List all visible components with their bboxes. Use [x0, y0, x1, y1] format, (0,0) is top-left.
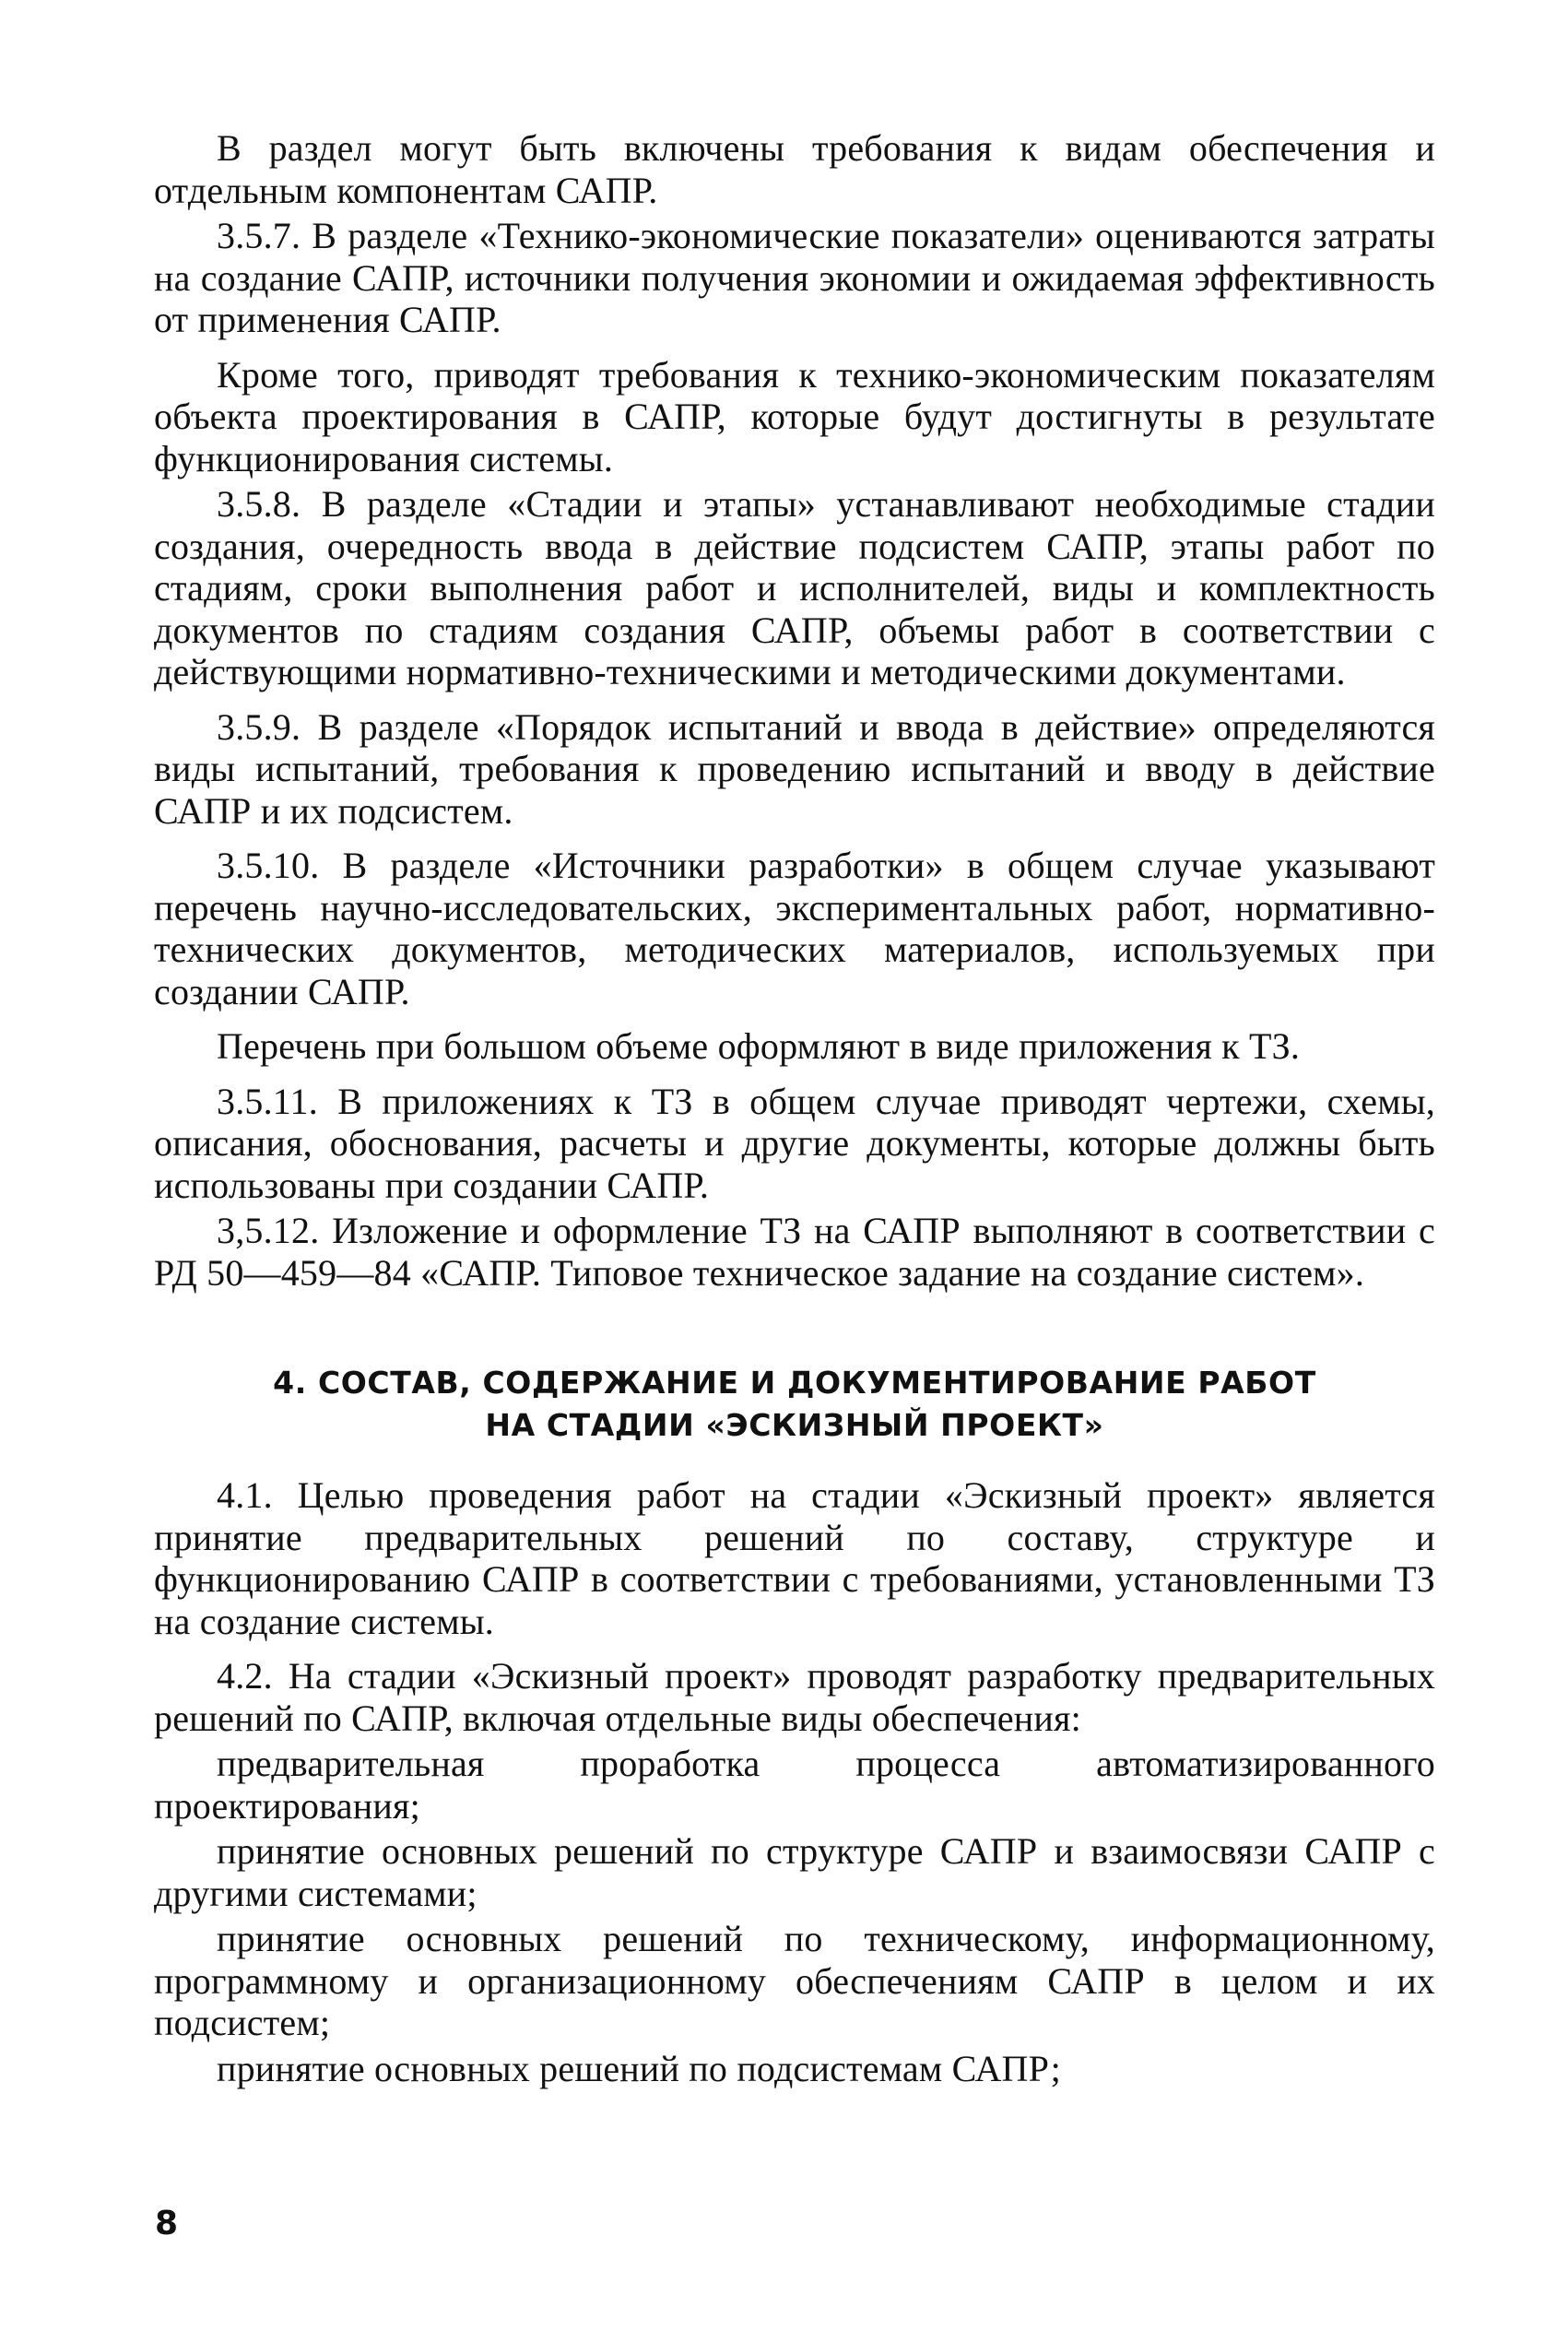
- paragraph-3-5-7: 3.5.7. В разделе «Технико-экономические показатели» оцениваются затраты на создание САПР, источники получения экономии и ожидаемая эффективность от применения САПР.: [154, 215, 1435, 340]
- list-item: принятие основных решений по подсистемам САПР;: [217, 2047, 1061, 2089]
- document-page: [154, 127, 1435, 2093]
- list-item: предварительная проработка процесса автоматизированного проектирования;: [154, 1743, 1435, 1827]
- list-item: принятие основных решений по техническому, информационному, программному и организационному обеспечениям САПР в целом и их подсистем;: [154, 1918, 1435, 2043]
- paragraph: В раздел могут быть включены требования к видам обеспечения и отдельным компонентам САПР.: [154, 127, 1435, 211]
- list-item: принятие основных решений по структуре САПР и взаимосвязи САПР с другими системами;: [154, 1830, 1435, 1914]
- section-heading: [154, 1362, 1435, 1447]
- paragraph: Перечень при большом объеме оформляют в виде приложения к ТЗ.: [217, 1025, 1301, 1067]
- paragraph-4-2: 4.2. На стадии «Эскизный проект» проводят разработку предварительных решений по САПР, включая отдельные виды обеспечения:: [154, 1655, 1435, 1739]
- section-heading-line: НА СТАДИИ «ЭСКИЗНЫЙ ПРОЕКТ»: [485, 1407, 1104, 1443]
- paragraph: Кроме того, приводят требования к технико-экономическим показателям объекта проектирования в САПР, которые будут достигнуты в результате функционирования системы.: [154, 353, 1435, 479]
- paragraph-3-5-10: 3.5.10. В разделе «Источники разработки» в общем случае указывают перечень научно-исследовательских, экспериментальных работ, нормативно-технических документов, методических материалов, используемых при создании САПР.: [154, 845, 1435, 1012]
- paragraph-4-1: 4.1. Целью проведения работ на стадии «Эскизный проект» является принятие предварительных решений по составу, структуре и функционированию САПР в соответствии с требованиями, установленными ТЗ на создание системы.: [154, 1474, 1435, 1642]
- section-heading-line: 4. СОСТАВ, СОДЕРЖАНИЕ И ДОКУМЕНТИРОВАНИЕ РАБОТ: [273, 1365, 1316, 1401]
- page-number: 8: [155, 2205, 179, 2242]
- paragraph-3-5-8: 3.5.8. В разделе «Стадии и этапы» устанавливают необходимые стадии создания, очередность ввода в действие подсистем САПР, этапы работ по стадиям, сроки выполнения работ и исполнителей, виды и комплектность документов по стадиям создания САПР, объемы работ в соответствии с действующими нормативно-техническими и методическими документами.: [154, 483, 1435, 692]
- paragraph-3-5-9: 3.5.9. В разделе «Порядок испытаний и ввода в действие» определяются виды испытаний, требования к проведению испытаний и вводу в действие САПР и их подсистем.: [154, 705, 1435, 832]
- paragraph-3-5-11: 3.5.11. В приложениях к ТЗ в общем случае приводят чертежи, схемы, описания, обоснования, расчеты и другие документы, которые должны быть использованы при создании САПР.: [154, 1080, 1435, 1206]
- paragraph-3-5-12: 3,5.12. Изложение и оформление ТЗ на САПР выполняют в соответствии с РД 50—459—84 «САПР. Типовое техническое задание на создание систем».: [154, 1210, 1435, 1294]
